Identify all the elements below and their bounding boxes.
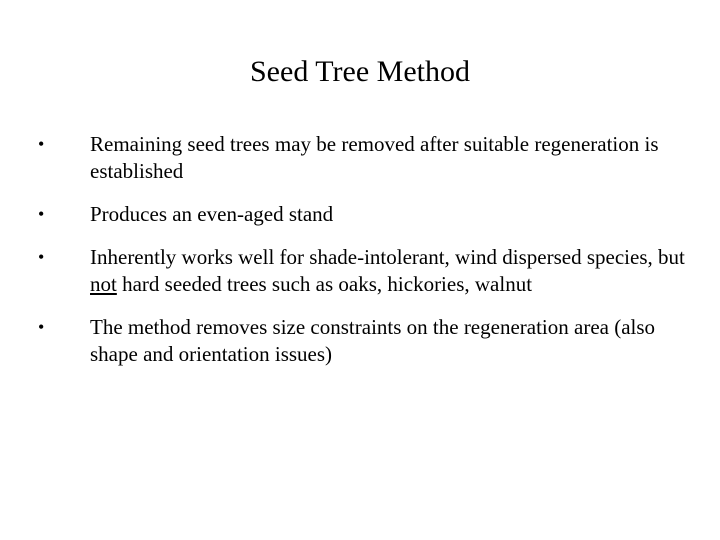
bullet-list: [0, 131, 720, 384]
bullet-text-before: Inherently works well for shade-intolerant, wind dispersed species, but: [90, 245, 685, 269]
bullet-item: [0, 131, 690, 185]
bullet-item: [0, 244, 690, 298]
bullet-text: Remaining seed trees may be removed after suitable regeneration is established: [90, 132, 659, 183]
bullet-glyph: •: [38, 204, 45, 224]
bullet-glyph: •: [38, 247, 45, 267]
bullet-text: [90, 245, 685, 296]
bullet-text: Produces an even-aged stand: [90, 202, 334, 226]
bullet-item: [0, 314, 690, 368]
bullet-glyph: •: [38, 317, 45, 337]
bullet-glyph: •: [38, 134, 45, 154]
bullet-item: [0, 201, 690, 228]
underlined-word: not: [90, 272, 117, 296]
bullet-text-after: hard seeded trees such as oaks, hickories, walnut: [116, 272, 533, 296]
bullet-text: The method removes size constraints on the regeneration area (also shape and orientation issues): [90, 315, 656, 366]
slide-title: Seed Tree Method: [250, 55, 470, 88]
